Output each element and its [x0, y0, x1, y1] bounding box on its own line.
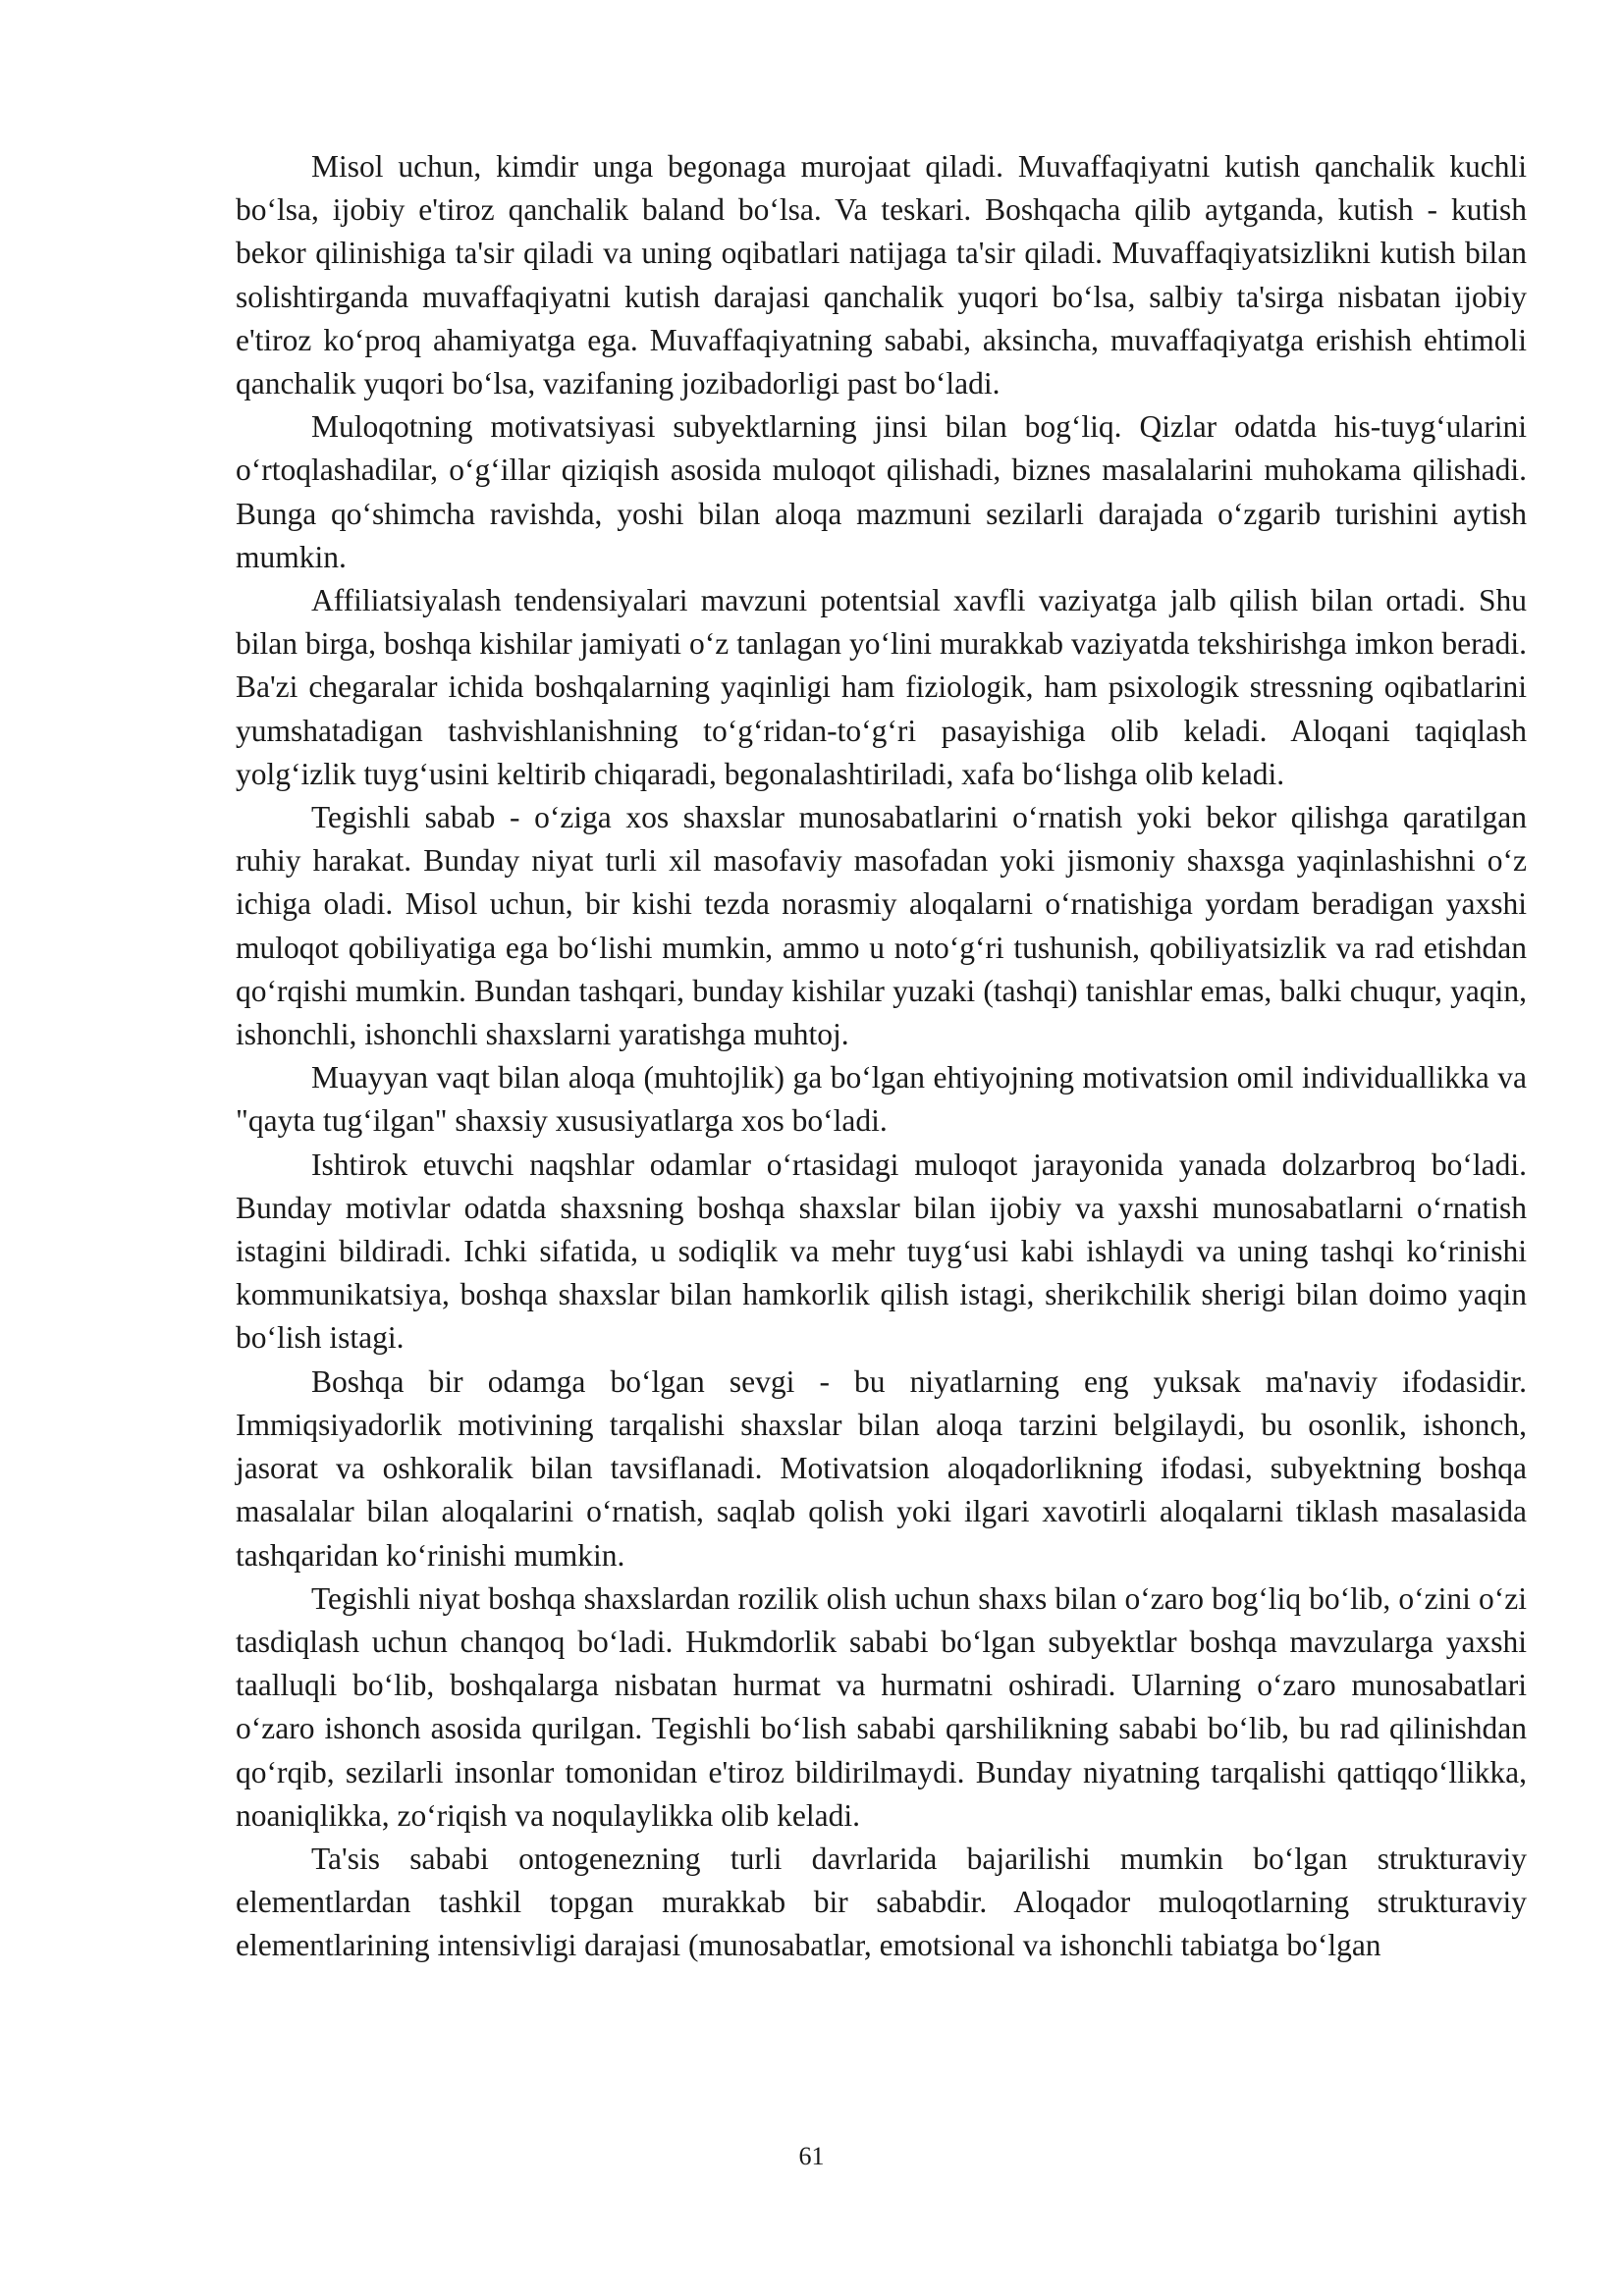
page-number: 61: [798, 2142, 825, 2170]
paragraph-2: Muloqotning motivatsiyasi subyektlarning jinsi bilan bog‘liq. Qizlar odatda his-tuyg‘ularini o‘rtoqlashadilar, o‘g‘illar qiziqish asosida muloqot qilishadi, biznes masalalarini muhokama qilishadi. Bunga qo‘shimcha ravishda, yoshi bilan aloqa mazmuni sezilarli darajada o‘zgarib turishini aytish mumkin.: [236, 409, 1527, 574]
paragraph-1: Misol uchun, kimdir unga begonaga murojaat qiladi. Muvaffaqiyatni kutish qanchalik kuchli bo‘lsa, ijobiy e'tiroz qanchalik baland bo‘lsa. Va teskari. Boshqacha qilib aytganda, kutish - kutish bekor qilinishiga ta'sir qiladi va uning oqibatlari natijaga ta'sir qiladi. Muvaffaqiyatsizlikni kutish bilan solishtirganda muvaffaqiyatni kutish darajasi qanchalik yuqori bo‘lsa, salbiy ta'sirga nisbatan ijobiy e'tiroz ko‘proq ahamiyatga ega. Muvaffaqiyatning sababi, aksincha, muvaffaqiyatga erishish ehtimoli qanchalik yuqori bo‘lsa, vazifaning jozibadorligi past bo‘ladi.: [236, 149, 1527, 401]
paragraph-3: Affiliatsiyalash tendensiyalari mavzuni potentsial xavfli vaziyatga jalb qilish bilan ortadi. Shu bilan birga, boshqa kishilar jamiyati o‘z tanlagan yo‘lini murakkab vaziyatda tekshirishga imkon beradi. Ba'zi chegaralar ichida boshqalarning yaqinligi ham fiziologik, ham psixologik stressning oqibatlarini yumshatadigan tashvishlanishning to‘g‘ridan-to‘g‘ri pasayishiga olib keladi. Aloqani taqiqlash yolg‘izlik tuyg‘usini keltirib chiqaradi, begonalashtiriladi, xafa bo‘lishga olib keladi.: [236, 583, 1527, 791]
paragraph-6: Ishtirok etuvchi naqshlar odamlar o‘rtasidagi muloqot jarayonida yanada dolzarbroq bo‘ladi. Bunday motivlar odatda shaxsning boshqa shaxslar bilan ijobiy va yaxshi munosabatlarni o‘rnatish istagini bildiradi. Ichki sifatida, u sodiqlik va mehr tuyg‘usi kabi ishlaydi va uning tashqi ko‘rinishi kommunikatsiya, boshqa shaxslar bilan hamkorlik qilish istagi, sherikchilik sherigi bilan doimo yaqin bo‘lish istagi.: [236, 1147, 1527, 1356]
paragraph-7: Boshqa bir odamga bo‘lgan sevgi - bu niyatlarning eng yuksak ma'naviy ifodasidir. Immiqsiyadorlik motivining tarqalishi shaxslar bilan aloqa tarzini belgilaydi, bu osonlik, ishonch, jasorat va oshkoralik bilan tavsiflanadi. Motivatsion aloqadorlikning ifodasi, subyektning boshqa masalalar bilan aloqalarini o‘rnatish, saqlab qolish yoki ilgari xavotirli aloqalarni tiklash masalasida tashqaridan ko‘rinishi mumkin.: [236, 1363, 1527, 1573]
paragraph-8: Tegishli niyat boshqa shaxslardan rozilik olish uchun shaxs bilan o‘zaro bog‘liq bo‘lib, o‘zini o‘zi tasdiqlash uchun chanqoq bo‘ladi. Hukmdorlik sababi bo‘lgan subyektlar boshqa mavzularga yaxshi taalluqli bo‘lib, boshqalarga nisbatan hurmat va hurmatni oshiradi. Ularning o‘zaro munosabatlari o‘zaro ishonch asosida qurilgan. Tegishli bo‘lish sababi qarshilikning sababi bo‘lib, bu rad qilinishdan qo‘rqib, sezilarli insonlar tomonidan e'tiroz bildirilmaydi. Bunday niyatning tarqalishi qattiqqo‘llikka, noaniqlikka, zo‘riqish va noqulaylikka olib keladi.: [236, 1580, 1527, 1833]
paragraph-4: Tegishli sabab - o‘ziga xos shaxslar munosabatlarini o‘rnatish yoki bekor qilishga qaratilgan ruhiy harakat. Bunday niyat turli xil masofaviy masofadan yoki jismoniy shaxsga yaqinlashishni o‘z ichiga oladi. Misol uchun, bir kishi tezda norasmiy aloqalarni o‘rnatishiga yordam beradigan yaxshi muloqot qobiliyatiga ega bo‘lishi mumkin, ammo u noto‘g‘ri tushunish, qobiliyatsizlik va rad etishdan qo‘rqishi mumkin. Bundan tashqari, bunday kishilar yuzaki (tashqi) tanishlar emas, balki chuqur, yaqin, ishonchli, ishonchli shaxslarni yaratishga muhtoj.: [236, 800, 1527, 1052]
paragraph-5: Muayyan vaqt bilan aloqa (muhtojlik) ga bo‘lgan ehtiyojning motivatsion omil individuallikka va "qayta tug‘ilgan" shaxsiy xususiyatlarga xos bo‘ladi.: [236, 1060, 1527, 1139]
body-text: [236, 145, 1527, 1968]
paragraph-9: Ta'sis sababi ontogenezning turli davrlarida bajarilishi mumkin bo‘lgan strukturaviy elementlardan tashkil topgan murakkab bir sababdir. Aloqador muloqotlarning strukturaviy elementlarining intensivligi darajasi (munosabatlar, emotsional va ishonchli tabiatga bo‘lgan: [236, 1841, 1527, 1963]
